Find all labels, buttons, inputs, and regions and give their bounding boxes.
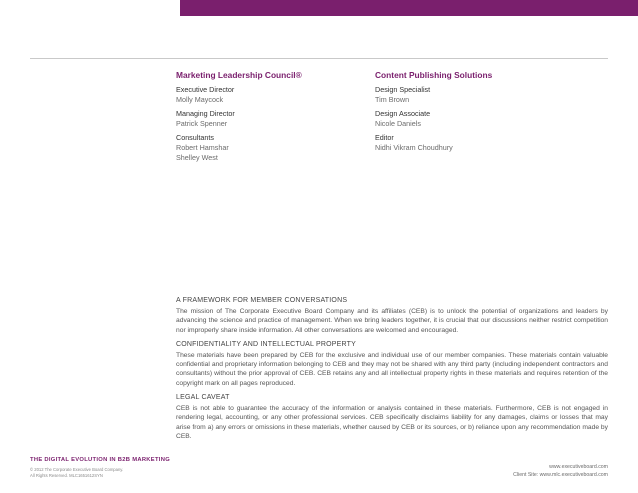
credit-group xyxy=(176,133,366,163)
legal-caveat-section xyxy=(176,393,608,441)
confidentiality-section xyxy=(176,340,608,388)
footer-document-title: THE DIGITAL EVOLUTION IN B2B MARKETING xyxy=(30,457,171,463)
section-heading: A FRAMEWORK FOR MEMBER CONVERSATIONS xyxy=(176,297,348,304)
section-heading: LEGAL CAVEAT xyxy=(176,394,230,402)
section-body: CEB is not able to guarantee the accuracy of the information or analysis contained in these materials. Furthermore, CEB is not engaged in rendering legal, accounting, or any other professional services. CEB specifically disclaims liability for any damages, claims or losses that may arise from a) any errors or omissions in these materials, whether caused by CEB or its sources, or b) reliance upon any recommendation made by CEB. xyxy=(176,405,608,440)
credit-role: Consultants xyxy=(176,133,214,142)
header-divider xyxy=(30,58,608,59)
credit-role: Managing Director xyxy=(176,109,235,118)
section-body: These materials have been prepared by CEB for the exclusive and individual use of our member companies. These materials contain valuable confidential and proprietary information belonging to CEB and they may not be shared with any third party (including independent contractors and consultants) without the prior approval of CEB. CEB retains any and all intellectual property rights in these materials and requires retention of the copyright mark on all pages reproduced. xyxy=(176,351,608,387)
marketing-leadership-council-credits xyxy=(176,70,366,167)
credit-name: Molly Maycock xyxy=(176,95,224,104)
credit-name: Shelley West xyxy=(176,153,218,162)
credit-role: Editor xyxy=(375,133,394,142)
footer-copyright xyxy=(30,467,123,478)
top-accent-bar xyxy=(180,0,638,16)
credit-group xyxy=(176,109,366,129)
content-publishing-solutions-credits xyxy=(375,70,565,157)
legal-notices xyxy=(176,296,608,446)
credit-name: Nidhi Vikram Choudhury xyxy=(375,143,453,152)
credit-name: Nicole Daniels xyxy=(375,119,421,128)
credit-name: Robert Hamshar xyxy=(176,143,229,152)
framework-section xyxy=(176,296,608,335)
credit-role: Design Associate xyxy=(375,109,431,118)
copyright-line: All Rights Reserved. MLC1651612SYN xyxy=(30,472,103,478)
client-site-link[interactable]: Client Site: www.mlc.executiveboard.com xyxy=(513,472,608,478)
column-title: Marketing Leadership Council® xyxy=(176,70,302,80)
section-heading: CONFIDENTIALITY AND INTELLECTUAL PROPERTY xyxy=(176,340,356,348)
credit-group xyxy=(176,85,366,105)
credit-role: Design Specialist xyxy=(375,85,431,94)
credit-group xyxy=(375,133,565,153)
credit-group xyxy=(375,109,565,129)
credit-name: Tim Brown xyxy=(375,95,410,104)
footer-links xyxy=(513,463,608,479)
section-body: The mission of The Corporate Executive Board Company and its affiliates (CEB) is to unlock the potential of organizations and leaders by advancing the science and practice of management. When we bring leaders together, it is crucial that our discussions neither restrict competition nor improperly share inside information. All other conversations are welcomed and encouraged. xyxy=(176,308,608,334)
copyright-line: © 2012 The Corporate Executive Board Company. xyxy=(30,467,124,472)
credit-name: Patrick Spenner xyxy=(176,119,228,128)
column-title: Content Publishing Solutions xyxy=(375,70,493,80)
website-link[interactable]: www.executiveboard.com xyxy=(549,464,608,470)
credit-group xyxy=(375,85,565,105)
credit-role: Executive Director xyxy=(176,85,235,94)
